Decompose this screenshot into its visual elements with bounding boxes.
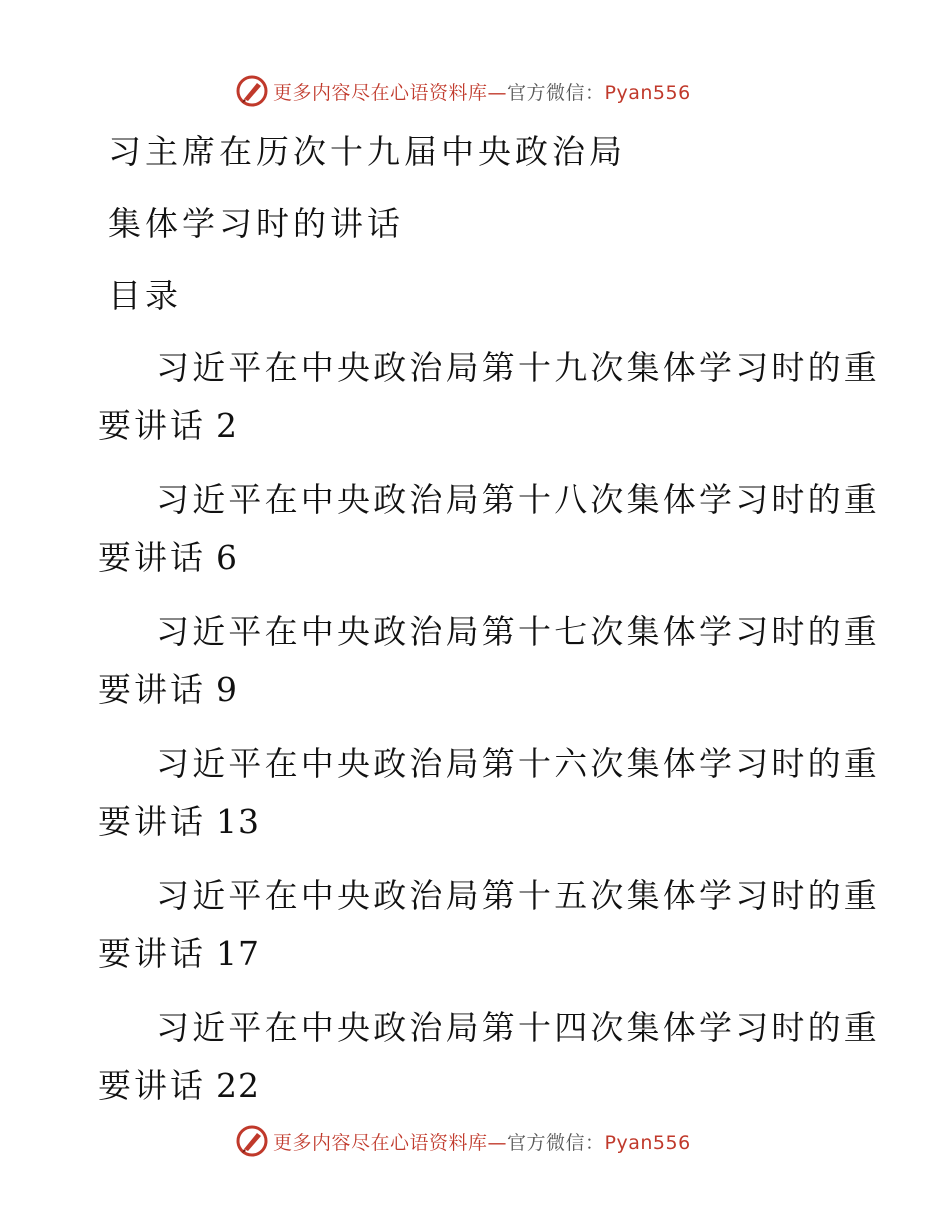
watermark-footer bbox=[235, 1123, 691, 1159]
toc-entry-title-line-2 bbox=[98, 804, 838, 840]
toc-entry-page-number: 6 bbox=[216, 538, 238, 577]
watermark-label: 官方微信： bbox=[507, 1131, 605, 1154]
watermark-separator: — bbox=[487, 81, 508, 104]
watermark-text bbox=[273, 1128, 691, 1155]
toc-entry-title-line-1: 习近平在中央政治局第十七次集体学习时的重 bbox=[156, 612, 880, 651]
toc-entry-title-line-1: 习近平在中央政治局第十四次集体学习时的重 bbox=[156, 1008, 880, 1047]
toc-entry-title-end: 要讲话 bbox=[98, 406, 206, 445]
toc-entry-title-line-2 bbox=[98, 936, 838, 972]
watermark-text bbox=[273, 78, 691, 105]
toc-entry-title-end: 要讲话 bbox=[98, 1066, 206, 1105]
document-title-line-2: 集体学习时的讲话 bbox=[108, 204, 404, 243]
toc-entry-title-end: 要讲话 bbox=[98, 670, 206, 709]
toc-entry[interactable] bbox=[98, 612, 880, 709]
toc-entry-title-line-1: 习近平在中央政治局第十九次集体学习时的重 bbox=[156, 348, 880, 387]
watermark-label: 官方微信： bbox=[507, 81, 605, 104]
toc-entry-title-end: 要讲话 bbox=[98, 934, 206, 973]
toc-entry-title-line-2 bbox=[98, 540, 838, 576]
toc-entry-page-number: 22 bbox=[216, 1066, 260, 1105]
toc-heading: 目录 bbox=[108, 276, 182, 315]
toc-entry[interactable] bbox=[98, 744, 880, 841]
toc-entry-page-number: 2 bbox=[216, 406, 238, 445]
toc-entry-page-number: 17 bbox=[216, 934, 260, 973]
toc-entry[interactable] bbox=[98, 1008, 880, 1105]
document-title-line-1: 习主席在历次十九届中央政治局 bbox=[108, 132, 626, 171]
toc-entry-title-end: 要讲话 bbox=[98, 538, 206, 577]
watermark-account: Pyan556 bbox=[604, 1131, 691, 1154]
toc-entry-title-line-2 bbox=[98, 408, 838, 444]
toc-entry-title-line-1: 习近平在中央政治局第十八次集体学习时的重 bbox=[156, 480, 880, 519]
toc-entry[interactable] bbox=[98, 348, 880, 445]
watermark-brand: 更多内容尽在心语资料库 bbox=[273, 1131, 488, 1154]
toc-entry-title-line-2 bbox=[98, 1068, 838, 1104]
toc-entry-title-line-1: 习近平在中央政治局第十六次集体学习时的重 bbox=[156, 744, 880, 783]
watermark-header bbox=[235, 73, 691, 109]
toc-entry-title-line-2 bbox=[98, 672, 838, 708]
watermark-account: Pyan556 bbox=[604, 81, 691, 104]
watermark-separator: — bbox=[487, 1131, 508, 1154]
toc-entry-page-number: 13 bbox=[216, 802, 260, 841]
pen-logo-icon bbox=[235, 1124, 269, 1158]
toc-entry[interactable] bbox=[98, 876, 880, 973]
pen-logo-icon bbox=[235, 74, 269, 108]
toc-entry-title-line-1: 习近平在中央政治局第十五次集体学习时的重 bbox=[156, 876, 880, 915]
toc-entry[interactable] bbox=[98, 480, 880, 577]
toc-entry-title-end: 要讲话 bbox=[98, 802, 206, 841]
toc-entry-page-number: 9 bbox=[216, 670, 238, 709]
watermark-brand: 更多内容尽在心语资料库 bbox=[273, 81, 488, 104]
